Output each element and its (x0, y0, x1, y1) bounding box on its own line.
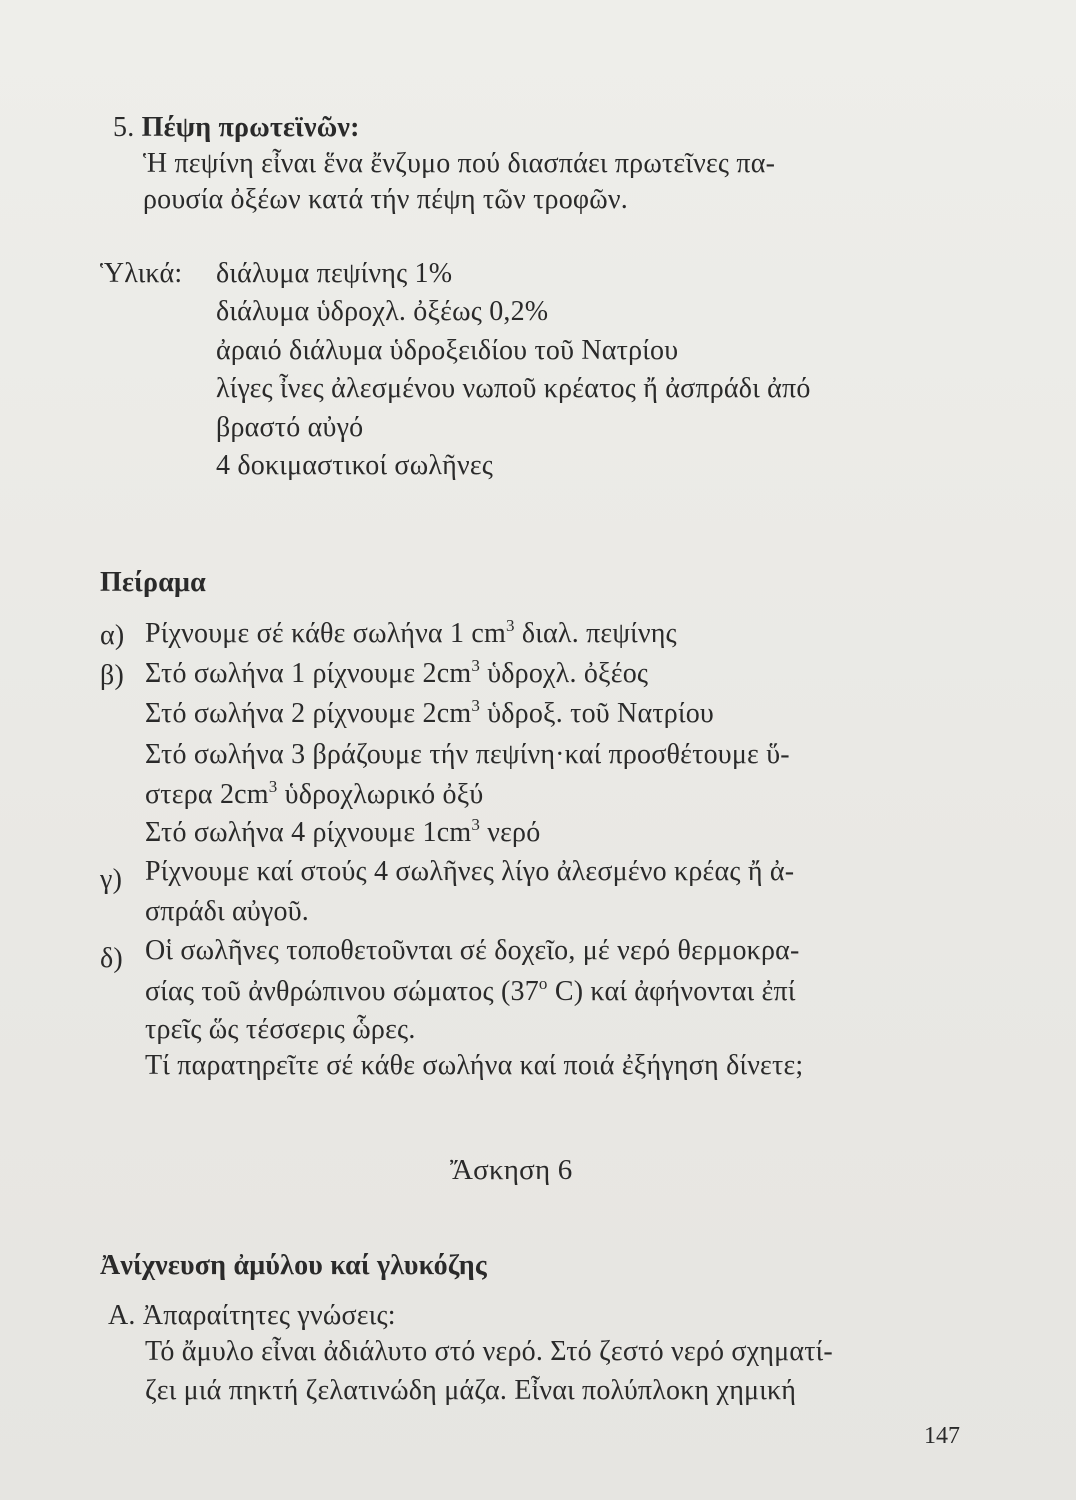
step-c-line-1: Ρίχνουμε καί στούς 4 σωλῆνες λίγο ἀλεσμένο κρέας ἤ ἀ- (145, 856, 795, 887)
body-line-1: Τό ἄμυλο εἶναι ἀδιάλυτο στό νερό. Στό ζεστό νερό σχηματί- (145, 1336, 833, 1367)
material-item: διάλυμα ὑδροχλ. ὀξέως 0,2% (216, 296, 549, 327)
intro-line-2: ρουσία ὀξέων κατά τήν πέψη τῶν τροφῶν. (143, 184, 628, 215)
superscript: 3 (268, 777, 278, 796)
step-d-label: δ) (100, 943, 123, 974)
material-item: ἀραιό διάλυμα ὑδροξειδίου τοῦ Νατρίου (216, 335, 679, 366)
superscript: 3 (471, 656, 481, 675)
exercise-6-heading: Ἄσκηση 6 (450, 1154, 573, 1186)
step-b4-text: Στό σωλήνα 4 ρίχνουμε 1cm (145, 817, 472, 848)
section-number: 5. (113, 112, 135, 143)
step-a-text-end: διαλ. πεψίνης (514, 618, 677, 649)
material-item: βραστό αὐγό (216, 412, 364, 443)
step-b3-text: στερα 2cm (145, 779, 269, 810)
superscript: 3 (506, 616, 515, 635)
step-d-line-3: τρεῖς ὥς τέσσερις ὧρες. (145, 1014, 416, 1045)
step-b3-line-2 (145, 777, 483, 813)
body-line-2: ζει μιά πηκτή ζελατινώδη μάζα. Εἶναι πολύπλοκη χημική (145, 1375, 797, 1406)
materials-label: Ὑλικά: (100, 258, 183, 289)
material-item: λίγες ἶνες ἀλεσμένου νωποῦ κρέατος ἤ ἀσπράδι ἀπό (216, 373, 811, 404)
material-item: 4 δοκιμαστικοί σωλῆνες (216, 450, 494, 481)
superscript: 3 (471, 696, 481, 715)
step-b-label: β) (100, 660, 124, 691)
subsection-label: Α. (108, 1300, 136, 1331)
step-c-line-2: σπράδι αὐγοῦ. (145, 896, 309, 927)
step-b1 (145, 656, 648, 692)
intro-line-1: Ἡ πεψίνη εἶναι ἕνα ἔνζυμο πού διασπάει πρωτεῖνες πα- (143, 148, 776, 179)
question: Τί παρατηρεῖτε σέ κάθε σωλήνα καί ποιά ἐξήγηση δίνετε; (145, 1050, 804, 1081)
step-b2 (145, 696, 714, 732)
subsection-a (108, 1298, 396, 1334)
step-b3-text-end: ὑδροχλωρικό ὀξύ (277, 779, 484, 810)
superscript: o (538, 974, 548, 993)
section-5-heading (113, 110, 360, 146)
step-d-line-2 (145, 974, 796, 1010)
material-item: διάλυμα πεψίνης 1% (216, 258, 453, 289)
step-b3-line-1: Στό σωλήνα 3 βράζουμε τήν πεψίνη·καί προσθέτουμε ὕ- (145, 739, 790, 770)
step-b4-text-end: νερό (480, 817, 541, 848)
page-number: 147 (924, 1423, 960, 1449)
exercise-6-title: Ἀνίχνευση ἀμύλου καί γλυκόζης (100, 1250, 487, 1281)
step-d-text-end: C) καί ἀφήνονται ἐπί (547, 976, 796, 1007)
step-a-text: Ρίχνουμε σέ κάθε σωλήνα 1 cm (145, 618, 507, 649)
experiment-heading: Πείραμα (100, 567, 206, 598)
step-d-text: σίας τοῦ ἀνθρώπινου σώματος (37 (145, 976, 539, 1007)
subsection-title: Ἀπαραίτητες γνώσεις: (142, 1300, 396, 1331)
step-b4 (145, 815, 540, 851)
step-b1-text: Στό σωλήνα 1 ρίχνουμε 2cm (145, 658, 472, 689)
superscript: 3 (471, 815, 481, 834)
step-b2-text: Στό σωλήνα 2 ρίχνουμε 2cm (145, 698, 472, 729)
step-a-label: α) (100, 620, 125, 651)
section-title: Πέψη πρωτεϊνῶν: (141, 112, 360, 143)
step-d-line-1: Οἱ σωλῆνες τοποθετοῦνται σέ δοχεῖο, μέ νερό θερμοκρα- (145, 935, 800, 966)
step-b2-text-end: ὑδροξ. τοῦ Νατρίου (480, 698, 714, 729)
step-b1-text-end: ὑδροχλ. ὀξέος (480, 658, 649, 689)
step-a (145, 616, 677, 652)
step-c-label: γ) (100, 864, 123, 895)
